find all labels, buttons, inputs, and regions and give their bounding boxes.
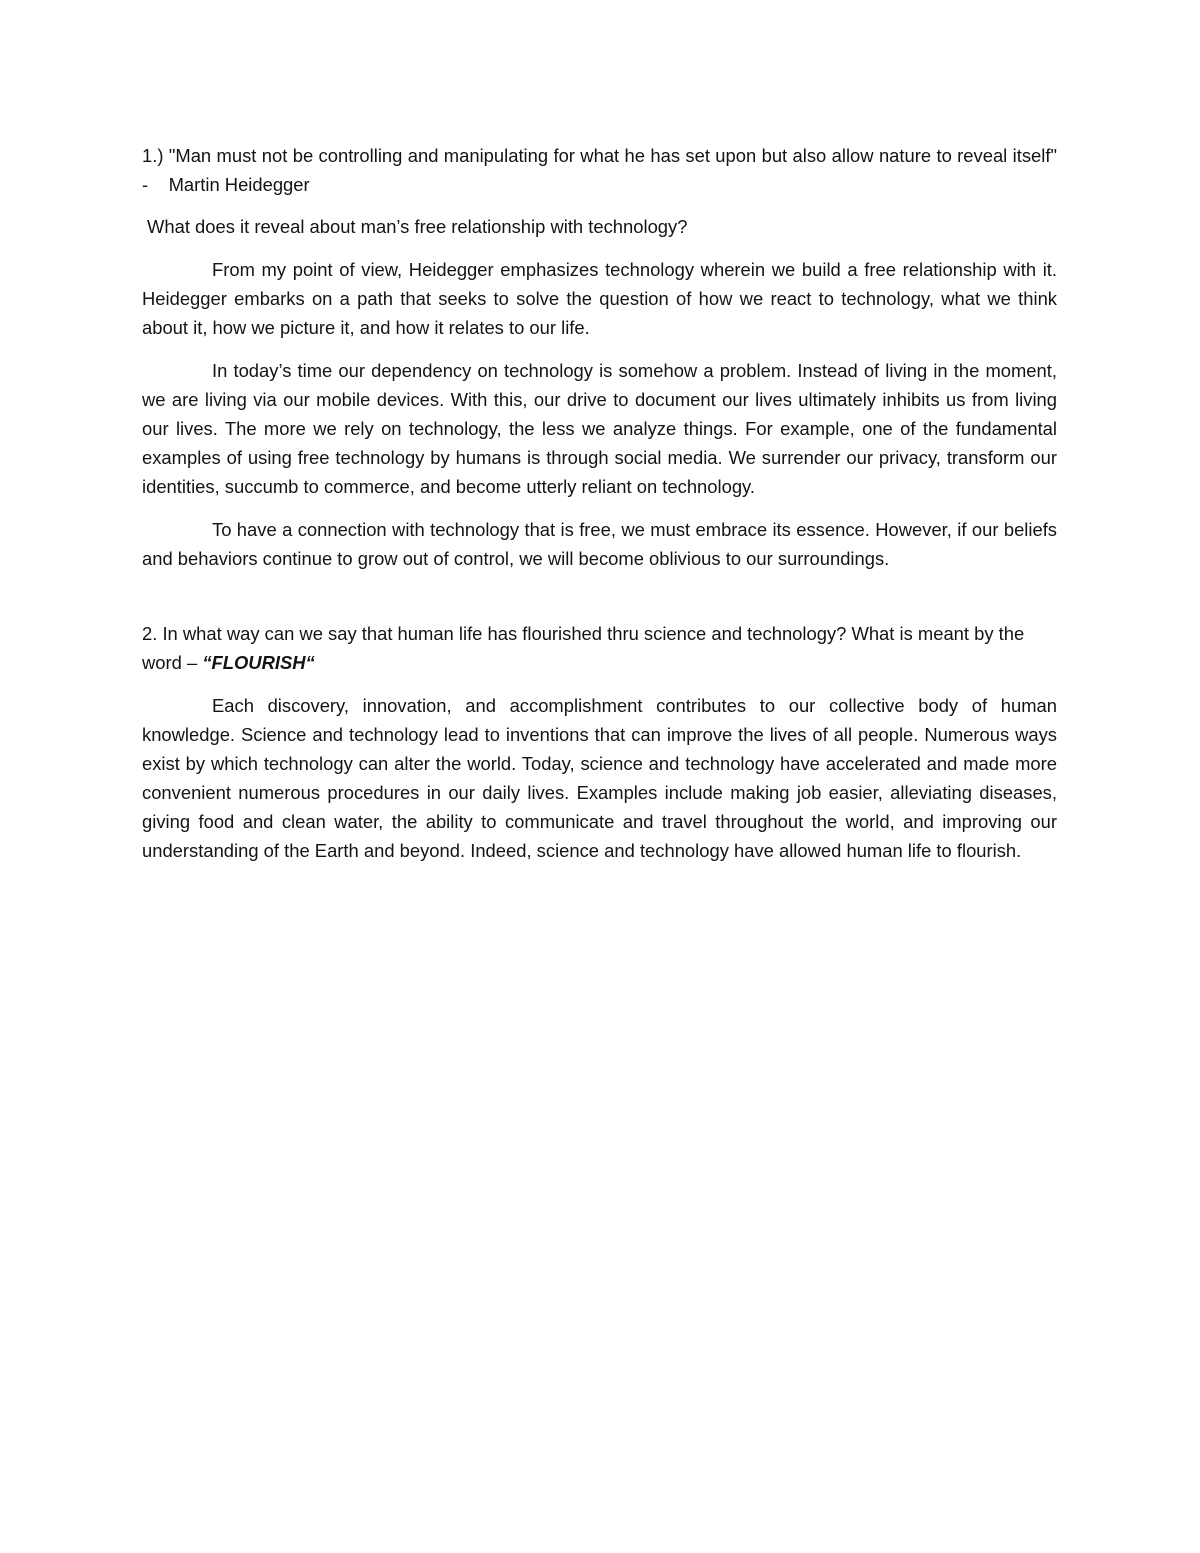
answer-1-paragraph-3: To have a connection with technology that is free, we must embrace its essence. However, if our beliefs and behaviors continue to grow out of control, we will become oblivious to our surroundings. [142, 519, 1057, 569]
question-1-quote: "Man must not be controlling and manipulating for what he has set upon but also allow nature to reveal itself" - [142, 145, 1057, 195]
document-body [142, 141, 1057, 865]
answer-1-paragraph-2: In today’s time our dependency on technology is somehow a problem. Instead of living in the moment, we are living via our mobile devices. With this, our drive to document our lives ultimately inhibits us from living our lives. The more we rely on technology, the less we analyze things. For example, one of the fundamental examples of using free technology by humans is through social media. We surrender our privacy, transform our identities, succumb to commerce, and become utterly reliant on technology. [142, 360, 1057, 497]
question-1 [142, 141, 1057, 199]
question-1-subquestion: What does it reveal about man’s free relationship with technology? [147, 216, 688, 237]
quote-author: Martin Heidegger [168, 174, 310, 195]
question-2-highlight: “FLOURISH“ [202, 652, 315, 673]
question-2 [142, 619, 1057, 677]
answer-2-paragraph: Each discovery, innovation, and accomplishment contributes to our collective body of human knowledge. Science and technology lead to inventions that can improve the lives of all people. Numerous ways exist by which technology can alter the world. Today, science and technology have accelerated and made more convenient numerous procedures in our daily lives. Examples include making job easier, alleviating diseases, giving food and clean water, the ability to communicate and travel throughout the world, and improving our understanding of the Earth and beyond. Indeed, science and technology have allowed human life to flourish. [142, 695, 1057, 861]
answer-1-paragraph-1: From my point of view, Heidegger emphasizes technology wherein we build a free relationship with it. Heidegger embarks on a path that seeks to solve the question of how we react to technology, what we think about it, how we picture it, and how it relates to our life. [142, 259, 1057, 338]
question-2-text: 2. In what way can we say that human life has flourished thru science and technology? What is meant by the word – [142, 623, 1025, 673]
question-1-number: 1.) [142, 145, 164, 166]
